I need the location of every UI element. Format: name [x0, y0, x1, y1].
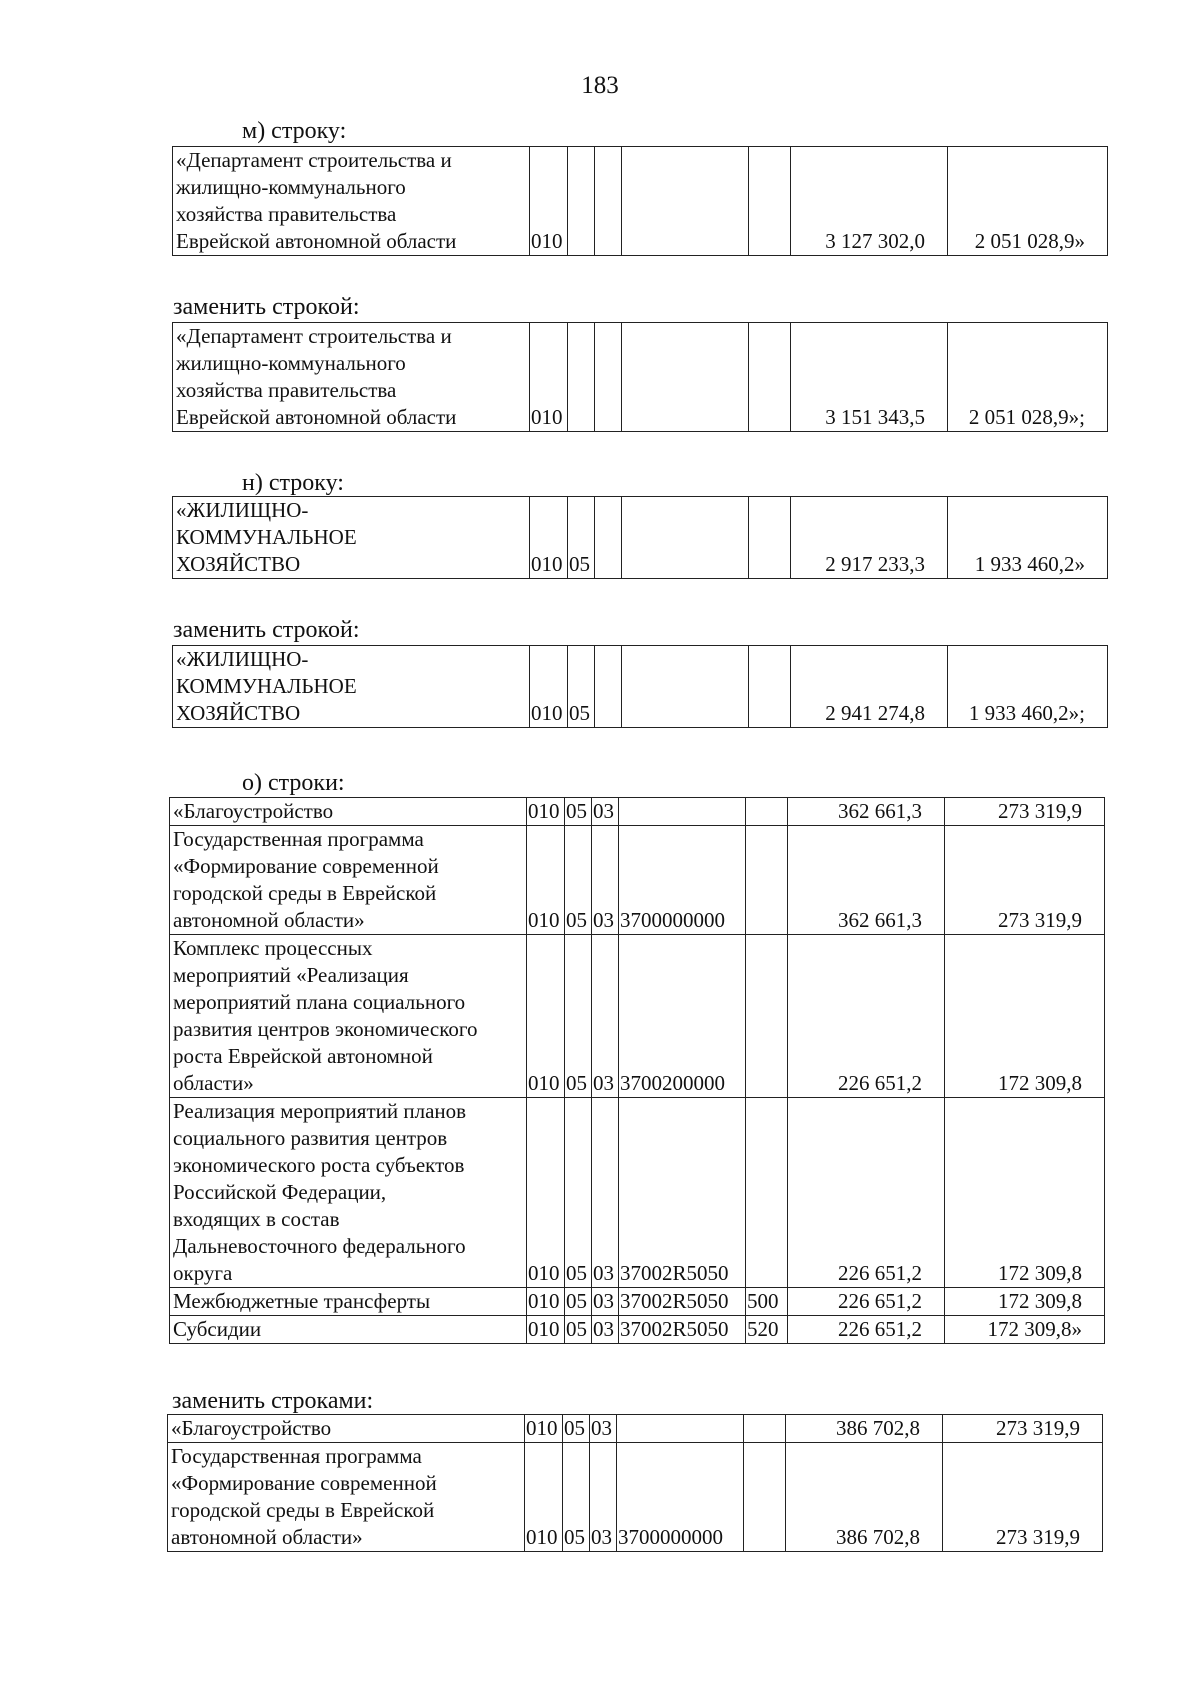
- amount-second: 273 319,9: [945, 826, 1105, 935]
- code-expense-type: [746, 1098, 788, 1288]
- amount-second: 1 933 460,2»;: [948, 646, 1108, 728]
- code-target-article: [622, 646, 749, 728]
- code-subsection: [595, 147, 622, 256]
- row-name: «Благоустройство: [170, 798, 527, 826]
- amount-total: 226 651,2: [788, 1098, 945, 1288]
- table-m-original: [172, 146, 1108, 256]
- row-name: Межбюджетные трансферты: [170, 1288, 527, 1316]
- code-expense-type: 520: [746, 1316, 788, 1344]
- amount-second: 172 309,8: [945, 1098, 1105, 1288]
- code-section: 05: [565, 1098, 592, 1288]
- code-target-article: 37002R5050: [619, 1316, 746, 1344]
- amount-total: 2 941 274,8: [791, 646, 948, 728]
- code-expense-type: [746, 826, 788, 935]
- code-expense-type: [749, 497, 791, 579]
- code-target-article: [619, 798, 746, 826]
- section-heading-o: о) строки:: [242, 770, 345, 796]
- section-heading-m: м) строку:: [242, 118, 347, 144]
- code-section: 05: [565, 1316, 592, 1344]
- amount-second: 1 933 460,2»: [948, 497, 1108, 579]
- code-target-article: [622, 497, 749, 579]
- code-expense-type: [749, 147, 791, 256]
- amount-total: 226 651,2: [788, 1288, 945, 1316]
- code-expense-type: [746, 935, 788, 1098]
- row-name: «ЖИЛИЩНО- КОММУНАЛЬНОЕ ХОЗЯЙСТВО: [173, 497, 530, 579]
- section-heading-replace-o: заменить строками:: [172, 1388, 374, 1414]
- row-name: Государственная программа «Формирование современной городской среды в Еврейской автономной области»: [170, 826, 527, 935]
- amount-second: 273 319,9: [943, 1443, 1103, 1552]
- table-row: [170, 1098, 1105, 1288]
- code-target-article: [617, 1415, 744, 1443]
- code-subsection: 03: [592, 798, 619, 826]
- amount-total: 226 651,2: [788, 1316, 945, 1344]
- code-expense-type: [744, 1443, 786, 1552]
- code-section: 05: [565, 826, 592, 935]
- code-target-article: 3700000000: [617, 1443, 744, 1552]
- table-row: [170, 826, 1105, 935]
- amount-total: 386 702,8: [786, 1443, 943, 1552]
- code-subsection: [595, 497, 622, 579]
- code-subsection: 03: [592, 935, 619, 1098]
- code-section: [568, 323, 595, 432]
- amount-second: 172 309,8: [945, 935, 1105, 1098]
- row-name: Реализация мероприятий планов социального развития центров экономического роста субъектов Российской Федерации, входящих в состав Дальневосточного федерального округа: [170, 1098, 527, 1288]
- table-row: [173, 497, 1108, 579]
- code-target-article: 3700200000: [619, 935, 746, 1098]
- code-subsection: 03: [590, 1415, 617, 1443]
- code-ministry: 010: [530, 497, 568, 579]
- table-row: [173, 646, 1108, 728]
- table-row: [168, 1443, 1103, 1552]
- page-number: 183: [581, 72, 619, 99]
- code-section: 05: [565, 935, 592, 1098]
- code-section: 05: [563, 1415, 590, 1443]
- code-ministry: 010: [530, 646, 568, 728]
- code-expense-type: [749, 323, 791, 432]
- amount-total: 226 651,2: [788, 935, 945, 1098]
- code-expense-type: [744, 1415, 786, 1443]
- table-row: [173, 147, 1108, 256]
- code-ministry: 010: [527, 798, 565, 826]
- code-ministry: 010: [525, 1443, 563, 1552]
- amount-total: 362 661,3: [788, 826, 945, 935]
- section-heading-replace-m: заменить строкой:: [173, 294, 360, 320]
- table-row: [170, 1316, 1105, 1344]
- section-heading-n: н) строку:: [242, 470, 344, 496]
- code-expense-type: 500: [746, 1288, 788, 1316]
- code-section: 05: [568, 646, 595, 728]
- code-target-article: 37002R5050: [619, 1098, 746, 1288]
- amount-second: 172 309,8»: [945, 1316, 1105, 1344]
- table-row: [168, 1415, 1103, 1443]
- code-section: 05: [565, 1288, 592, 1316]
- code-expense-type: [746, 798, 788, 826]
- amount-second: 2 051 028,9»;: [948, 323, 1108, 432]
- amount-second: 273 319,9: [943, 1415, 1103, 1443]
- code-ministry: 010: [525, 1415, 563, 1443]
- table-o-original: [169, 797, 1105, 1344]
- amount-total: 3 127 302,0: [791, 147, 948, 256]
- code-target-article: 37002R5050: [619, 1288, 746, 1316]
- code-ministry: 010: [527, 1288, 565, 1316]
- code-subsection: 03: [592, 1288, 619, 1316]
- code-subsection: 03: [592, 1098, 619, 1288]
- code-subsection: [595, 323, 622, 432]
- table-m-replacement: [172, 322, 1108, 432]
- amount-total: 3 151 343,5: [791, 323, 948, 432]
- code-subsection: [595, 646, 622, 728]
- code-section: 05: [565, 798, 592, 826]
- row-name: «ЖИЛИЩНО- КОММУНАЛЬНОЕ ХОЗЯЙСТВО: [173, 646, 530, 728]
- table-o-replacement: [167, 1414, 1103, 1552]
- code-ministry: 010: [530, 323, 568, 432]
- section-heading-replace-n: заменить строкой:: [173, 617, 360, 643]
- row-name: Государственная программа «Формирование современной городской среды в Еврейской автономной области»: [168, 1443, 525, 1552]
- row-name: Субсидии: [170, 1316, 527, 1344]
- code-ministry: 010: [530, 147, 568, 256]
- row-name: «Департамент строительства и жилищно-коммунального хозяйства правительства Еврейской автономной области: [173, 147, 530, 256]
- code-section: 05: [568, 497, 595, 579]
- code-ministry: 010: [527, 935, 565, 1098]
- row-name: Комплекс процессных мероприятий «Реализация мероприятий плана социального развития центров экономического роста Еврейской автономной области»: [170, 935, 527, 1098]
- code-ministry: 010: [527, 826, 565, 935]
- table-row: [170, 1288, 1105, 1316]
- code-section: 05: [563, 1443, 590, 1552]
- row-name: «Департамент строительства и жилищно-коммунального хозяйства правительства Еврейской автономной области: [173, 323, 530, 432]
- amount-total: 2 917 233,3: [791, 497, 948, 579]
- code-ministry: 010: [527, 1098, 565, 1288]
- table-n-replacement: [172, 645, 1108, 728]
- amount-total: 362 661,3: [788, 798, 945, 826]
- code-target-article: 3700000000: [619, 826, 746, 935]
- code-section: [568, 147, 595, 256]
- amount-second: 273 319,9: [945, 798, 1105, 826]
- code-target-article: [622, 323, 749, 432]
- amount-total: 386 702,8: [786, 1415, 943, 1443]
- code-subsection: 03: [592, 1316, 619, 1344]
- table-row: [170, 935, 1105, 1098]
- table-row: [173, 323, 1108, 432]
- table-row: [170, 798, 1105, 826]
- code-subsection: 03: [590, 1443, 617, 1552]
- code-expense-type: [749, 646, 791, 728]
- amount-second: 172 309,8: [945, 1288, 1105, 1316]
- code-ministry: 010: [527, 1316, 565, 1344]
- code-target-article: [622, 147, 749, 256]
- code-subsection: 03: [592, 826, 619, 935]
- table-n-original: [172, 496, 1108, 579]
- amount-second: 2 051 028,9»: [948, 147, 1108, 256]
- row-name: «Благоустройство: [168, 1415, 525, 1443]
